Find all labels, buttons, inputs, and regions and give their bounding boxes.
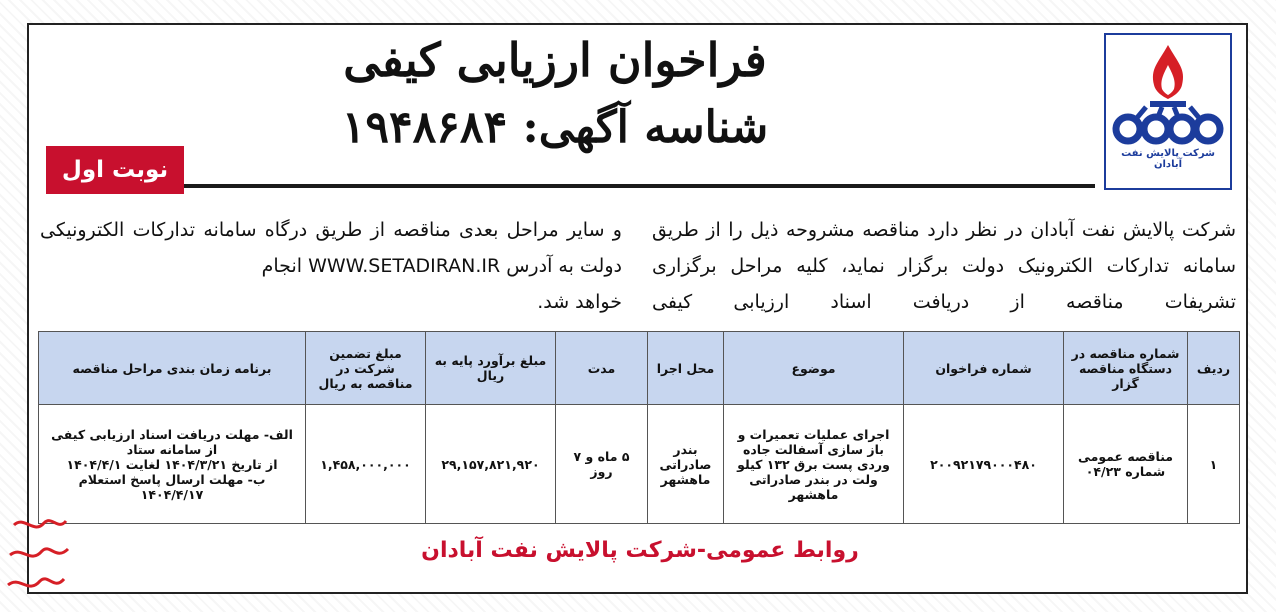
schedule-line-2: از تاریخ ۱۴۰۴/۳/۲۱ لغایت ۱۴۰۴/۴/۱ [66,456,278,472]
header-tender-no: شماره مناقصه در دستگاه مناقصه گزار [1064,332,1188,405]
table-row [39,405,1240,524]
header-location: محل اجرا [648,332,724,405]
footer-signature: روابط عمومی-شرکت پالایش نفت آبادان [421,538,859,563]
header-call-no: شماره فراخوان [904,332,1064,405]
logo-caption: شرکت پالایش نفت آبادان [1121,148,1215,170]
cell-tender-no: مناقصه عمومی شماره ۰۴/۲۳ [1064,405,1188,524]
flame-logo-icon [1106,35,1230,155]
page-title: فراخوان ارزیابی کیفی [343,33,767,87]
announcement-id: شناسه آگهی: ۱۹۴۸۶۸۴ [341,102,769,153]
cell-duration: ۵ ماه و ۷ روز [556,405,648,524]
table-header-row [39,332,1240,405]
cell-guarantee: ۱,۴۵۸,۰۰۰,۰۰۰ [306,405,426,524]
tender-table [38,331,1240,524]
cell-subject: اجرای عملیات تعمیرات و باز سازی آسفالت جاده وردی پست برق ۱۳۲ کیلو ولت در بندر صادراتی ماهشهر [724,405,904,524]
company-logo [1104,33,1232,190]
cell-index: ۱ [1188,405,1240,524]
header-estimate: مبلغ برآورد پایه به ریال [426,332,556,405]
title-divider [175,184,1095,188]
schedule-line-1: الف- مهلت دریافت اسناد ارزیابی کیفی از سامانه ستاد [51,426,293,457]
intro-left-last: خواهد شد. [537,291,622,313]
schedule-line-4: ۱۴۰۴/۴/۱۷ [140,486,204,502]
intro-paragraph-right: شرکت پالایش نفت آبادان در نظر دارد مناقصه مشروحه ذیل را از طریق سامانه تدارکات الکترونیک دولت برگزار نماید، کلیه مراحل برگزاری تشریفات مناقصه از دریافت اسناد ارزیابی کیفی [652,219,1236,313]
cell-call-no: ۲۰۰۹۲۱۷۹۰۰۰۴۸۰ [904,405,1064,524]
intro-left-text: و سایر مراحل بعدی مناقصه از طریق درگاه سامانه تدارکات الکترونیکی دولت به آدرس WWW.SETADIRAN.IR انجام [40,219,622,277]
header-guarantee: مبلغ تضمین شرکت در مناقصه به ریال [306,332,426,405]
title-block [320,30,790,158]
schedule-line-3: ب- مهلت ارسال پاسخ استعلام [78,471,266,487]
cell-location: بندر صادراتی ماهشهر [648,405,724,524]
intro-paragraph-left [40,212,622,320]
handwritten-stamp-icon [4,505,84,605]
header-subject: موضوع [724,332,904,405]
cell-estimate: ۲۹,۱۵۷,۸۲۱,۹۲۰ [426,405,556,524]
round-badge: نوبت اول [46,146,184,194]
header-duration: مدت [556,332,648,405]
header-schedule: برنامه زمان بندی مراحل مناقصه [39,332,306,405]
header-index: ردیف [1188,332,1240,405]
